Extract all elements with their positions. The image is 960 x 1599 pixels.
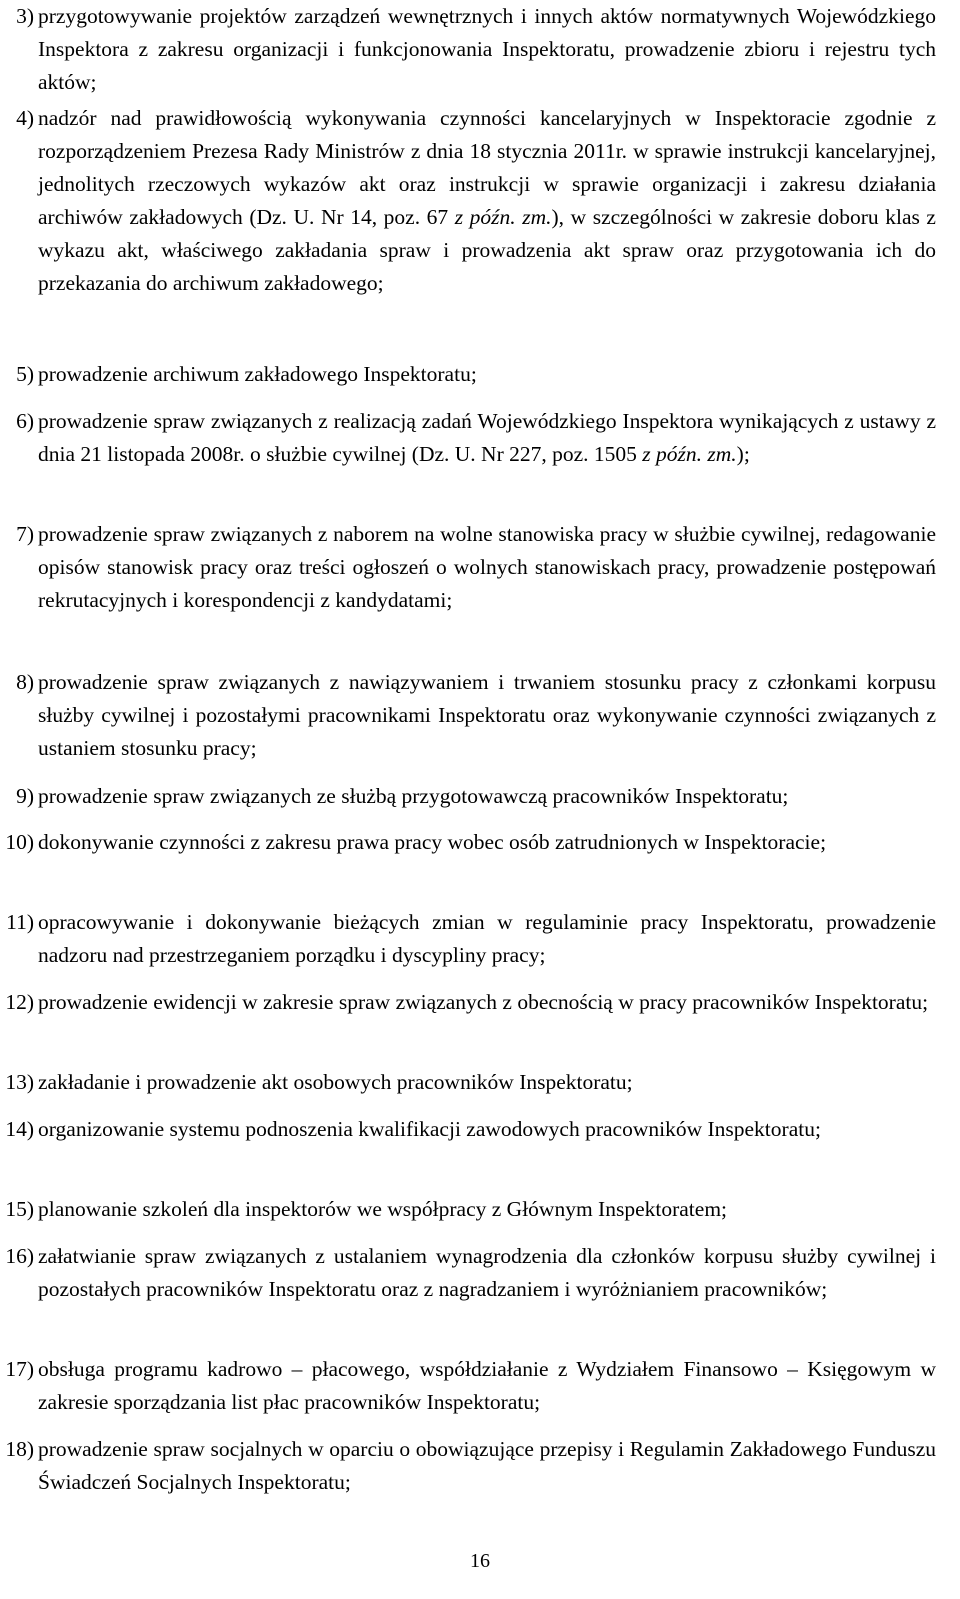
item-text-segment: prowadzenie spraw związanych z realizacją zadań Wojewódzkiego Inspektora wynikających z ustawy z dnia 21 listopada 2008r. o służbie cywilnej (Dz. U. Nr 227, poz. 1505 bbox=[38, 409, 936, 466]
item-number: 12) bbox=[5, 990, 34, 1014]
item-number: 13) bbox=[5, 1070, 34, 1094]
item-number: 14) bbox=[5, 1117, 34, 1141]
item-number: 18) bbox=[5, 1437, 34, 1461]
item-text bbox=[38, 1240, 936, 1306]
item-text bbox=[38, 826, 936, 859]
item-text bbox=[38, 1113, 936, 1146]
item-text bbox=[38, 1066, 936, 1099]
item-number: 9) bbox=[16, 784, 34, 808]
item-text-segment: prowadzenie ewidencji w zakresie spraw związanych z obecnością w pracy pracowników Inspektoratu; bbox=[38, 990, 929, 1014]
page-number: 16 bbox=[470, 1550, 490, 1572]
item-text bbox=[38, 780, 936, 813]
item-number: 15) bbox=[5, 1197, 34, 1221]
item-number: 4) bbox=[16, 106, 34, 130]
item-text bbox=[38, 986, 936, 1019]
item-text-segment: ), w szczególności w zakresie doboru klas z wykazu akt, właściwego zakładania spraw i prowadzenia akt spraw oraz przygotowania ich do przekazania do archiwum zakładowego; bbox=[38, 205, 936, 295]
item-text-segment: załatwianie spraw związanych z ustalaniem wynagrodzenia dla członków korpusu służby cywilnej i pozostałych pracowników Inspektoratu oraz z nagradzaniem i wyróżnianiem pracowników; bbox=[38, 1244, 936, 1301]
item-text-segment: zakładanie i prowadzenie akt osobowych pracowników Inspektoratu; bbox=[38, 1070, 633, 1094]
item-text-segment: planowanie szkoleń dla inspektorów we współpracy z Głównym Inspektoratem; bbox=[38, 1197, 728, 1221]
item-number: 10) bbox=[5, 830, 34, 854]
item-text bbox=[38, 1353, 936, 1419]
item-text-segment: prowadzenie spraw związanych z nawiązywaniem i trwaniem stosunku pracy z członkami korpusu służby cywilnej i pozostałymi pracownikami Inspektoratu oraz wykonywanie czynności związanych z ustaniem stosunku pracy; bbox=[38, 670, 936, 760]
item-number: 7) bbox=[16, 522, 34, 546]
item-text-italic: z późn. zm. bbox=[642, 442, 737, 466]
item-number: 17) bbox=[5, 1357, 34, 1381]
item-number: 11) bbox=[6, 910, 34, 934]
item-text-segment: prowadzenie spraw związanych z naborem na wolne stanowiska pracy w służbie cywilnej, redagowanie opisów stanowisk pracy oraz treści ogłoszeń o wolnych stanowiskach pracy, prowadzenie postępowań rekrutacyjnych i korespondencji z kandydatami; bbox=[38, 522, 936, 612]
item-text-segment: prowadzenie spraw socjalnych w oparciu o obowiązujące przepisy i Regulamin Zakładowego Funduszu Świadczeń Socjalnych Inspektoratu; bbox=[38, 1437, 936, 1494]
item-text-segment: opracowywanie i dokonywanie bieżących zmian w regulaminie pracy Inspektoratu, prowadzenie nadzoru nad przestrzeganiem porządku i dyscypliny pracy; bbox=[38, 910, 936, 967]
item-text-segment: dokonywanie czynności z zakresu prawa pracy wobec osób zatrudnionych w Inspektoracie; bbox=[38, 830, 827, 854]
item-text-segment: prowadzenie archiwum zakładowego Inspektoratu; bbox=[38, 362, 477, 386]
item-text bbox=[38, 102, 936, 300]
item-text bbox=[38, 358, 936, 391]
item-text bbox=[38, 1193, 936, 1226]
item-text bbox=[38, 906, 936, 972]
item-text bbox=[38, 1433, 936, 1499]
item-text bbox=[38, 0, 936, 99]
item-number: 5) bbox=[16, 362, 34, 386]
item-text-italic: z późn. zm. bbox=[454, 205, 552, 229]
item-text-segment: obsługa programu kadrowo – płacowego, współdziałanie z Wydziałem Finansowo – Księgowym w zakresie sporządzania list płac pracowników Inspektoratu; bbox=[38, 1357, 936, 1414]
item-text-segment: ); bbox=[736, 442, 750, 466]
item-number: 8) bbox=[16, 670, 34, 694]
item-number: 6) bbox=[16, 409, 34, 433]
item-text-segment: prowadzenie spraw związanych ze służbą przygotowawczą pracowników Inspektoratu; bbox=[38, 784, 789, 808]
item-text-segment: nadzór nad prawidłowością wykonywania czynności kancelaryjnych w Inspektoracie zgodnie z rozporządzeniem Prezesa Rady Ministrów z dnia 18 stycznia 2011r. w sprawie instrukcji kancelaryjnej, jednolitych rzeczowych wykazów akt oraz instrukcji w sprawie organizacji i zakresu działania archiwów zakładowych (Dz. U. Nr 14, poz. 67 bbox=[38, 106, 936, 229]
item-text bbox=[38, 405, 936, 471]
item-text-segment: przygotowywanie projektów zarządzeń wewnętrznych i innych aktów normatywnych Wojewódzkiego Inspektora z zakresu organizacji i funkcjonowania Inspektoratu, prowadzenie zbioru i rejestru tych aktów; bbox=[38, 4, 936, 94]
item-text bbox=[38, 518, 936, 617]
item-text bbox=[38, 666, 936, 765]
item-number: 16) bbox=[5, 1244, 34, 1268]
item-number: 3) bbox=[16, 4, 34, 28]
item-text-segment: organizowanie systemu podnoszenia kwalifikacji zawodowych pracowników Inspektoratu; bbox=[38, 1117, 821, 1141]
